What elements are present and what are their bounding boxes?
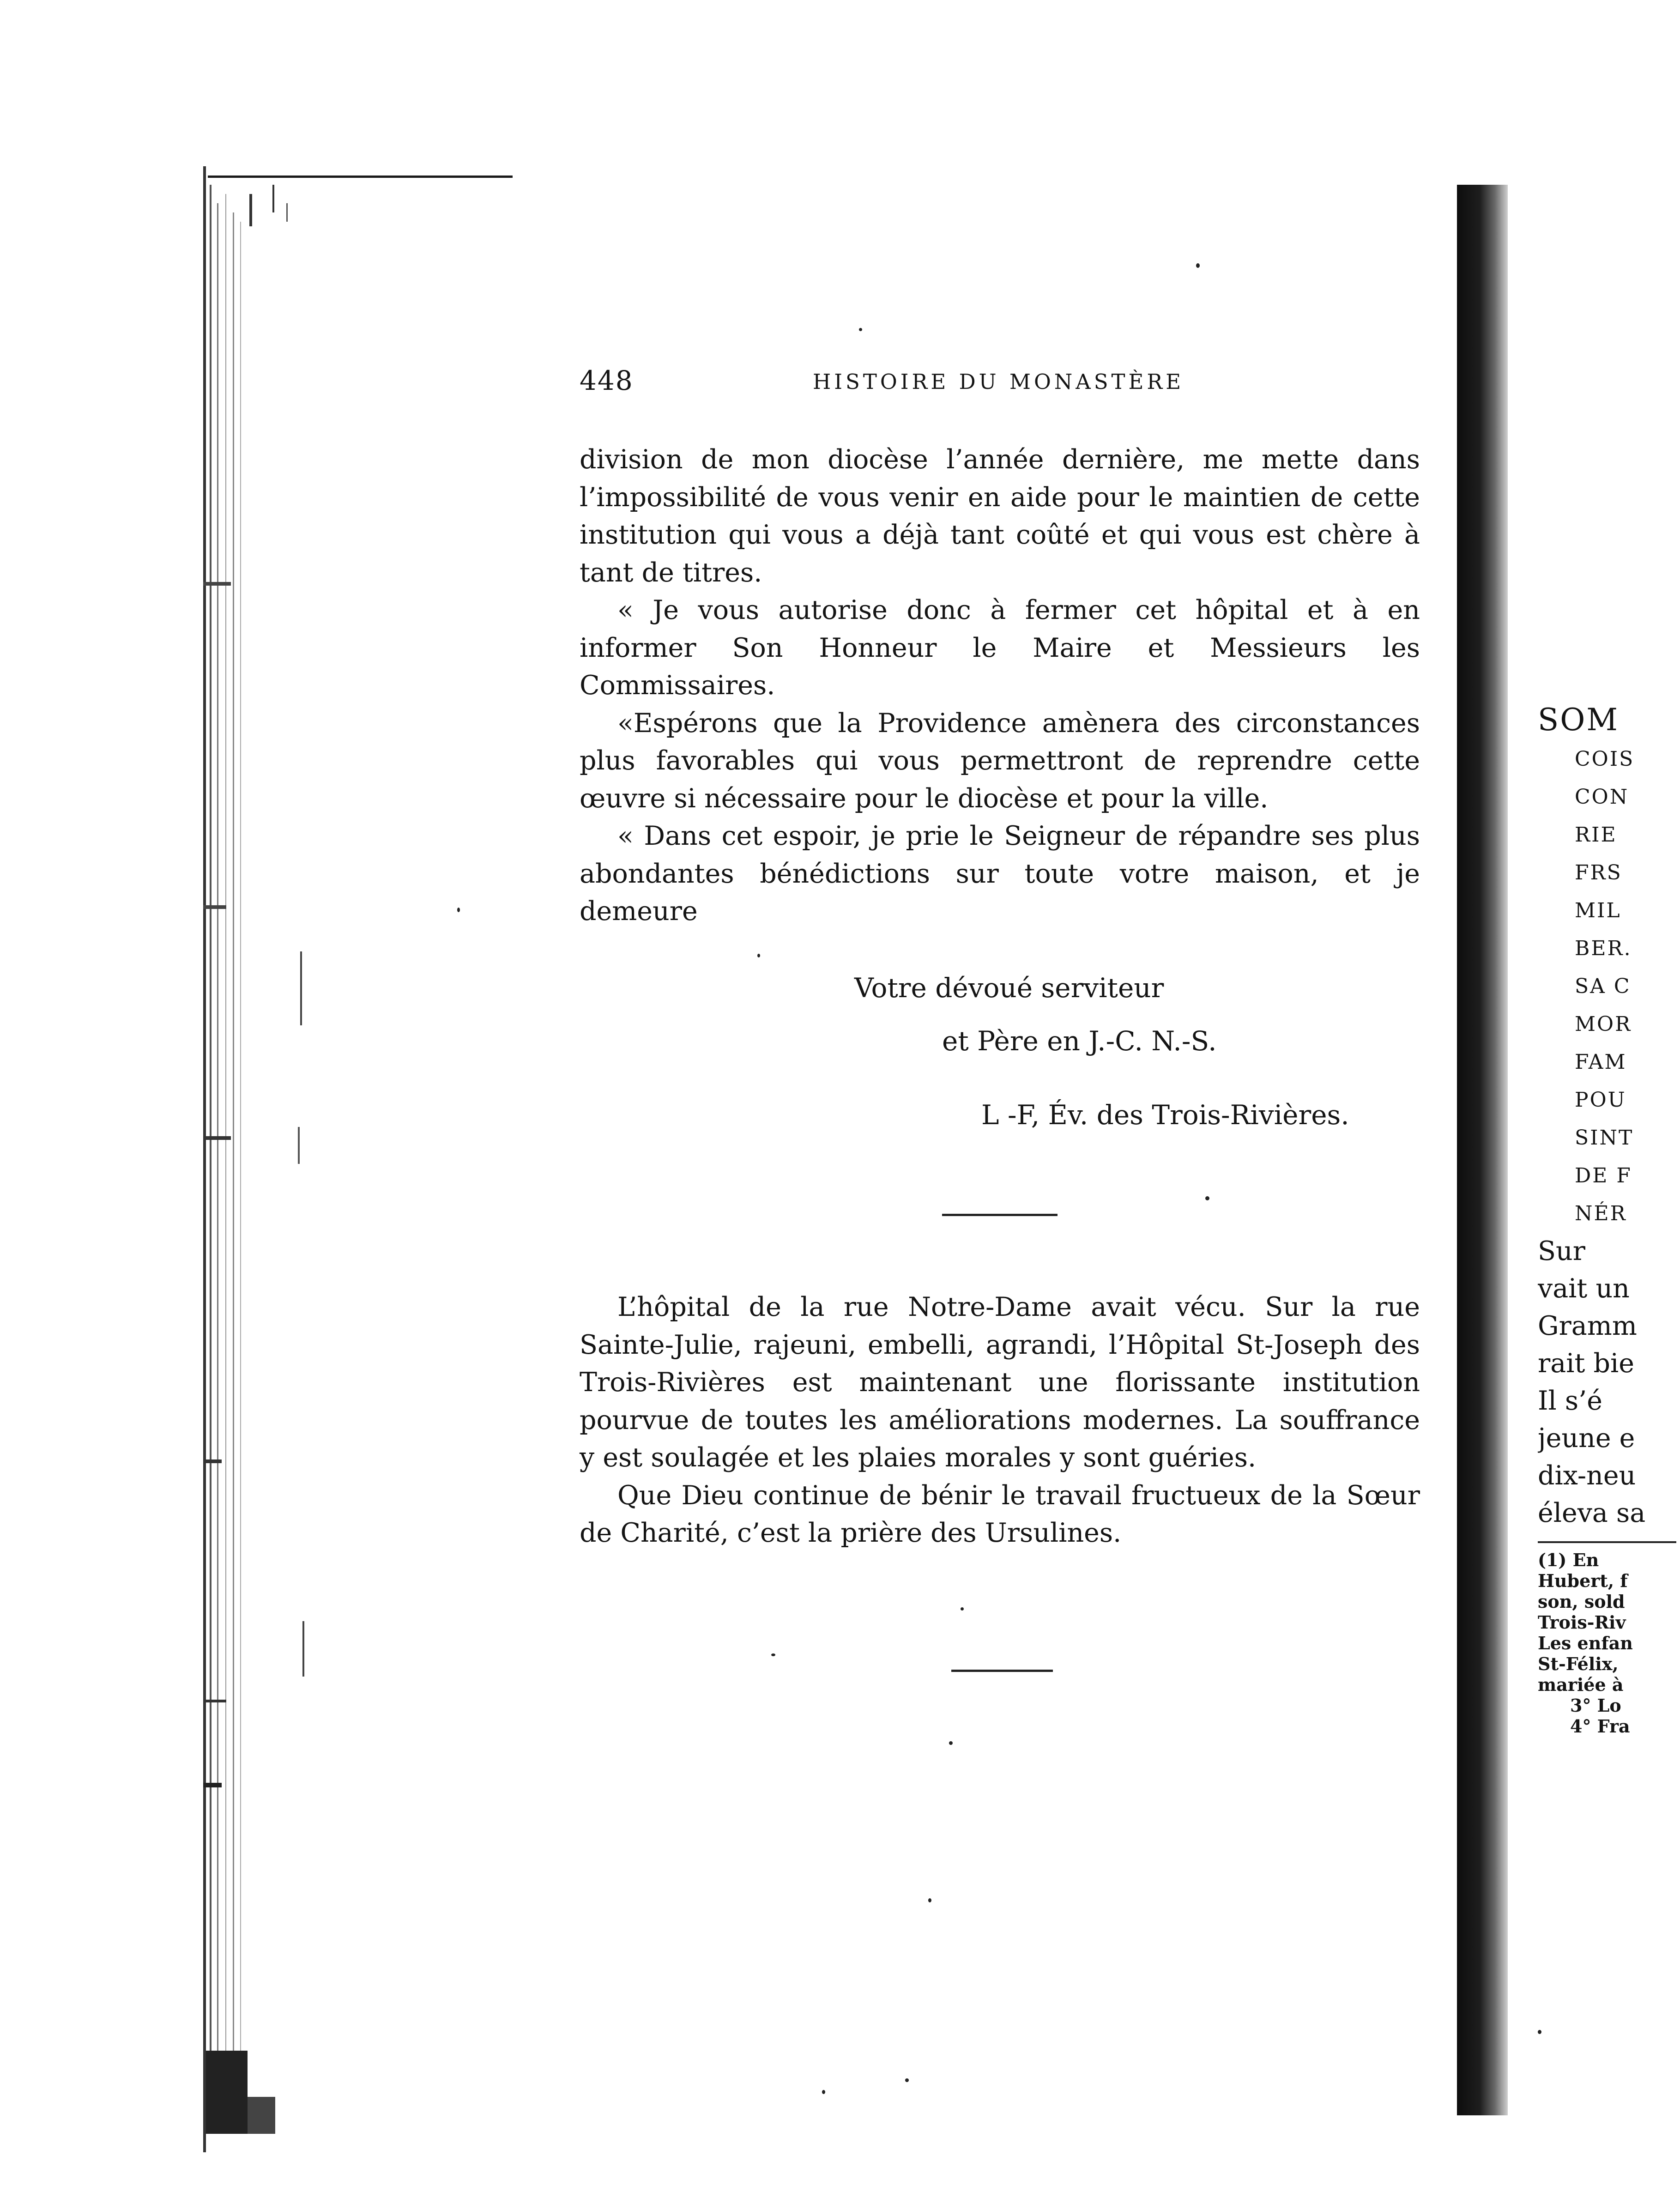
facing-page-summary-line: COIS bbox=[1575, 747, 1635, 771]
facing-page-text-line: jeune e bbox=[1538, 1423, 1635, 1453]
scan-speck bbox=[928, 1898, 931, 1902]
facing-page-summary-line: SA C bbox=[1575, 975, 1631, 998]
letter-paragraph-1: division de mon diocèse l’année dernière, me mette dans l’impossibilité de vous venir en aide pour le maintien de cette institution qui vous a déjà tant coûté et qui vous est chère à tant de titres. bbox=[580, 444, 1420, 588]
letter-body bbox=[580, 441, 1420, 931]
scan-speck bbox=[457, 908, 460, 912]
facing-page-summary-line: CON bbox=[1575, 785, 1629, 809]
scan-speck bbox=[1538, 2030, 1541, 2034]
facing-page-footnote-line: (1) En bbox=[1538, 1550, 1599, 1570]
letter-paragraph-2: « Je vous autorise donc à fermer cet hôpital et à en informer Son Honneur le Maire et Messieurs les Commissaires. bbox=[580, 595, 1420, 701]
end-divider bbox=[951, 1670, 1053, 1672]
facing-page-summary-line: SINT bbox=[1575, 1126, 1634, 1150]
running-title: HISTOIRE DU MONASTÈRE bbox=[813, 369, 1184, 394]
scan-speck bbox=[961, 1607, 964, 1611]
letter-paragraph-3: «Espérons que la Providence amènera des circonstances plus favorables qui vous permettront de reprendre cette œuvre si nécessaire pour le diocèse et pour la ville. bbox=[580, 708, 1420, 814]
scan-speck bbox=[1196, 263, 1200, 268]
facing-page-text-line: Sur bbox=[1538, 1236, 1586, 1266]
facing-page-footnote-line: son, sold bbox=[1538, 1591, 1625, 1612]
letter-signature: L -F, Év. des Trois-Rivières. bbox=[981, 1099, 1349, 1131]
narrative-paragraph-1: L’hôpital de la rue Notre-Dame avait vécu. Sur la rue Sainte-Julie, rajeuni, embelli, agrandi, l’Hôpital St-Joseph des Trois-Rivières est maintenant une florissante institution pourvue de toutes les améliorations modernes. La souffrance y est soulagée et les plaies morales y sont guéries. bbox=[580, 1292, 1420, 1473]
page-gutter bbox=[1457, 185, 1508, 2115]
facing-page-footnote-line: Les enfan bbox=[1538, 1633, 1633, 1653]
binding-edge bbox=[203, 166, 323, 2152]
letter-closing: Votre dévoué serviteur bbox=[854, 972, 1164, 1004]
facing-page-summary-line: MIL bbox=[1575, 899, 1621, 922]
facing-page-footnote-line: mariée à bbox=[1538, 1674, 1624, 1695]
scan-speck bbox=[771, 1653, 775, 1656]
scan-speck bbox=[757, 954, 760, 957]
narrative-body bbox=[580, 1289, 1420, 1552]
facing-page-heading: SOM bbox=[1538, 702, 1619, 738]
facing-page-text-line: dix-neu bbox=[1538, 1460, 1636, 1491]
scan-speck bbox=[905, 2078, 909, 2082]
facing-page-text-line: vait un bbox=[1538, 1273, 1630, 1304]
facing-page-text-line: Il s’é bbox=[1538, 1386, 1602, 1416]
facing-page-footnote-rule bbox=[1538, 1541, 1676, 1543]
scan-speck bbox=[859, 328, 862, 331]
facing-page-footnote-line: 4° Fra bbox=[1570, 1716, 1630, 1737]
facing-page-summary-line: FAM bbox=[1575, 1050, 1627, 1074]
top-rule bbox=[208, 176, 513, 178]
facing-page-summary-line: DE F bbox=[1575, 1164, 1632, 1187]
page-number: 448 bbox=[580, 365, 634, 396]
facing-page-text-line: éleva sa bbox=[1538, 1498, 1646, 1528]
facing-page-summary-line: FRS bbox=[1575, 861, 1622, 884]
facing-page-footnote-line: 3° Lo bbox=[1570, 1695, 1621, 1716]
facing-page-summary-line: MOR bbox=[1575, 1012, 1632, 1036]
facing-page bbox=[1538, 702, 1680, 1737]
section-divider bbox=[942, 1214, 1058, 1216]
scan-speck bbox=[1205, 1196, 1209, 1200]
facing-page-summary-line: RIE bbox=[1575, 823, 1617, 847]
facing-page-summary-line: POU bbox=[1575, 1088, 1626, 1112]
facing-page-footnote-line: Trois-Riv bbox=[1538, 1612, 1626, 1633]
facing-page-summary-line: BER. bbox=[1575, 937, 1632, 960]
letter-paragraph-4: « Dans cet espoir, je prie le Seigneur de répandre ses plus abondantes bénédictions sur toute votre maison, et je demeure bbox=[580, 821, 1420, 926]
facing-page-text-line: rait bie bbox=[1538, 1348, 1634, 1379]
facing-page-footnote-line: St-Félix, bbox=[1538, 1653, 1619, 1674]
facing-page-summary-line: NÉR bbox=[1575, 1202, 1627, 1225]
letter-closing-2: et Père en J.-C. N.-S. bbox=[942, 1025, 1217, 1057]
scan-speck bbox=[822, 2090, 825, 2094]
facing-page-text-line: Gramm bbox=[1538, 1311, 1637, 1341]
narrative-paragraph-2: Que Dieu continue de bénir le travail fructueux de la Sœur de Charité, c’est la prière des Ursulines. bbox=[580, 1480, 1420, 1548]
facing-page-footnote-line: Hubert, f bbox=[1538, 1570, 1628, 1591]
scan-speck bbox=[949, 1741, 953, 1745]
